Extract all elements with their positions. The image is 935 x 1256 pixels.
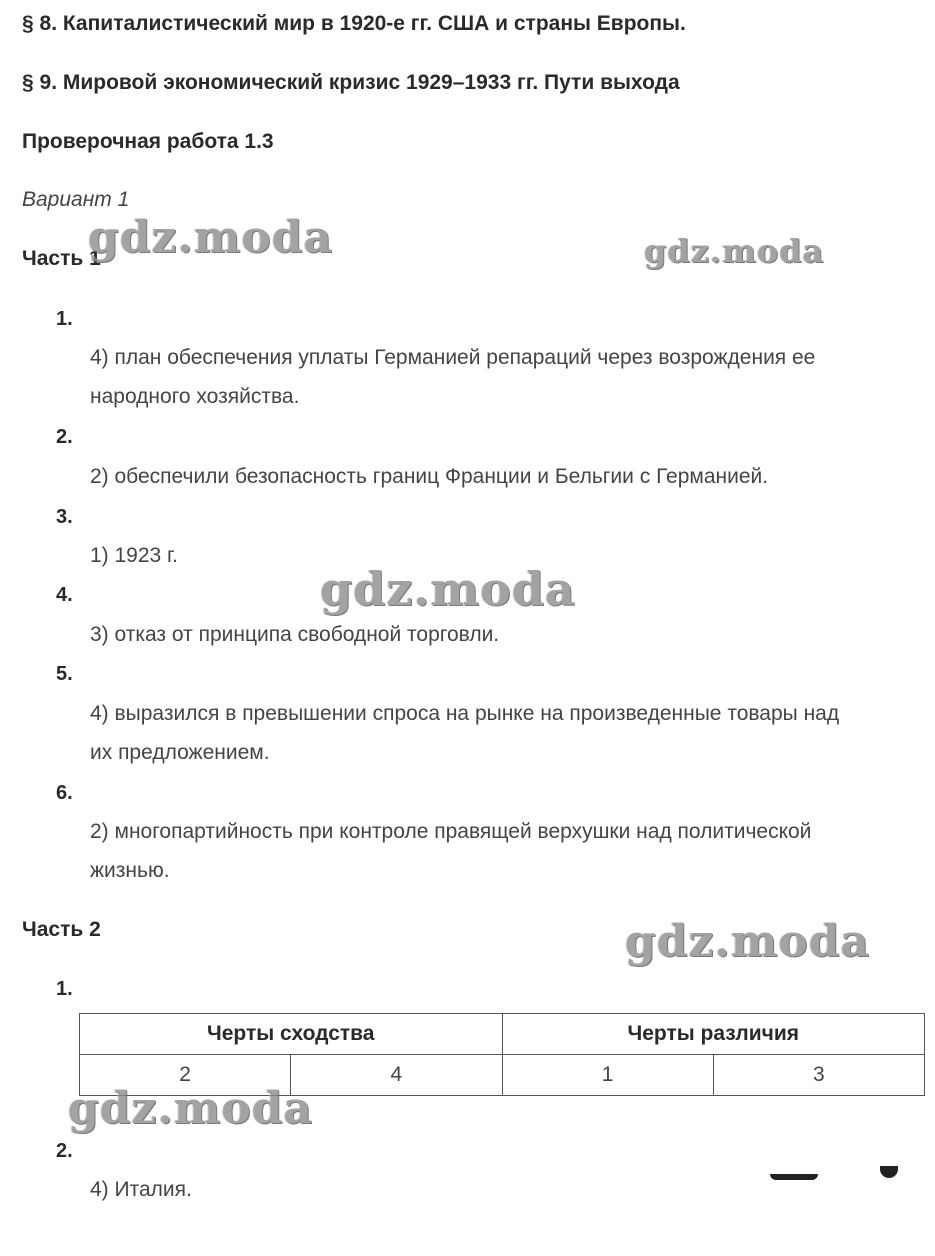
watermark-logo: gdz.moda [88, 212, 334, 263]
decorative-stroke [880, 1166, 898, 1178]
answer-text: 2) многопартийность при контроле правящей верхушки над политической [90, 820, 812, 843]
question-number: 3. [56, 506, 73, 528]
section-9-title: § 9. Мировой экономический кризис 1929–1933 гг. Пути выхода [22, 71, 680, 94]
table-cell: 3 [713, 1055, 924, 1096]
table-cell: 1 [502, 1055, 713, 1096]
answer-text: 4) план обеспечения уплаты Германией репараций через возрождения ее [90, 346, 816, 369]
answer-text: 3) отказ от принципа свободной торговли. [90, 623, 500, 646]
answer-text: 4) выразился в превышении спроса на рынке на произведенные товары над [90, 702, 840, 725]
part-2-heading: Часть 2 [22, 918, 101, 941]
answer-text: народного хозяйства. [90, 385, 300, 408]
table-header-differences: Черты различия [502, 1014, 925, 1055]
table-header-row [80, 1014, 925, 1055]
question-number: 1. [56, 978, 73, 1000]
watermark-logo: gdz.moda [644, 232, 825, 270]
answer-text: их предложением. [90, 741, 270, 764]
question-number: 6. [56, 782, 73, 804]
section-8-title: § 8. Капиталистический мир в 1920-е гг. США и страны Европы. [22, 12, 686, 35]
test-title: Проверочная работа 1.3 [22, 130, 274, 153]
watermark-logo: gdz.moda [625, 916, 871, 967]
question-number: 2. [56, 1140, 73, 1162]
table-cell: 4 [291, 1055, 502, 1096]
answer-text: 4) Италия. [90, 1178, 192, 1201]
table-header-similarities: Черты сходства [80, 1014, 503, 1055]
question-number: 4. [56, 584, 73, 606]
answer-text: жизнью. [90, 859, 170, 882]
question-number: 1. [56, 308, 73, 330]
part-1-heading: Часть 1 [22, 247, 101, 270]
table-cell: 2 [80, 1055, 291, 1096]
watermark-logo: gdz.moda [320, 562, 576, 616]
watermark-logo: gdz.moda [68, 1083, 314, 1134]
question-number: 2. [56, 426, 73, 448]
answer-text: 1) 1923 г. [90, 544, 178, 567]
question-number: 5. [56, 663, 73, 685]
answer-text: 2) обеспечили безопасность границ Франции и Бельгии с Германией. [90, 465, 769, 488]
variant-label: Вариант 1 [22, 188, 130, 211]
decorative-stroke [770, 1174, 818, 1180]
